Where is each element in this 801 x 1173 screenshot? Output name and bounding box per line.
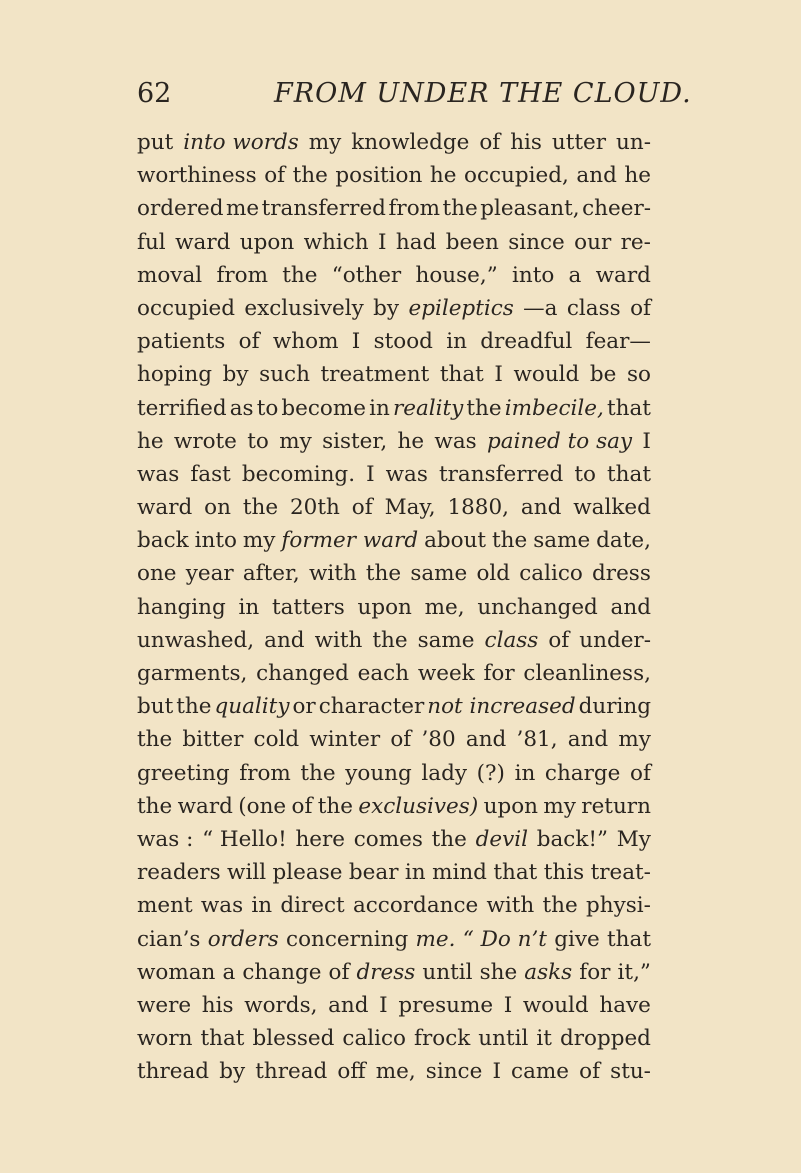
word: into bbox=[194, 528, 237, 554]
word: in bbox=[238, 594, 260, 620]
word: return bbox=[581, 793, 651, 819]
word: ’81, bbox=[516, 727, 558, 753]
word: upon bbox=[357, 594, 412, 620]
text-line bbox=[137, 591, 651, 624]
word: class bbox=[484, 627, 539, 653]
word: un- bbox=[616, 130, 651, 155]
word: he bbox=[429, 163, 457, 189]
word: asks bbox=[524, 959, 573, 985]
text-line bbox=[137, 956, 651, 989]
word: hoping bbox=[137, 362, 213, 388]
word: ward bbox=[137, 495, 193, 521]
word: exclusively bbox=[244, 295, 364, 321]
word: on bbox=[204, 495, 231, 521]
word: stood bbox=[373, 329, 433, 355]
word: the bbox=[300, 760, 336, 786]
text-line bbox=[137, 458, 651, 491]
word: May, bbox=[384, 495, 436, 521]
word: dreadful bbox=[480, 329, 573, 355]
text-line bbox=[137, 624, 651, 657]
running-title: FROM UNDER THE CLOUD. bbox=[274, 78, 692, 109]
word: week bbox=[417, 661, 475, 686]
word: so bbox=[627, 362, 651, 388]
text-line bbox=[137, 325, 651, 358]
word: by bbox=[373, 295, 400, 321]
word: class bbox=[566, 295, 621, 321]
word: was bbox=[137, 461, 180, 487]
word: imbecile, bbox=[504, 395, 604, 421]
word: the bbox=[542, 893, 578, 919]
word: becoming. bbox=[241, 461, 356, 487]
word: frock bbox=[414, 1026, 471, 1052]
word: devil bbox=[475, 826, 528, 852]
text-line bbox=[137, 690, 651, 723]
word: the bbox=[317, 793, 354, 819]
word: ward bbox=[175, 229, 231, 255]
text-line bbox=[137, 723, 651, 756]
word: tatters bbox=[271, 594, 345, 620]
word: lady bbox=[421, 760, 468, 786]
word: that bbox=[607, 926, 651, 952]
word: had bbox=[395, 229, 437, 255]
word: patients bbox=[137, 329, 226, 355]
word: ward bbox=[177, 793, 233, 819]
word: bitter bbox=[182, 727, 244, 753]
word: ’80 bbox=[421, 727, 456, 753]
word: that bbox=[439, 362, 484, 388]
word: of bbox=[390, 727, 412, 753]
word: orders bbox=[207, 926, 279, 952]
word: into bbox=[511, 262, 555, 288]
word: back!” bbox=[536, 826, 609, 852]
word: me bbox=[225, 196, 260, 222]
word: were bbox=[137, 992, 192, 1018]
word: wrote bbox=[173, 428, 237, 454]
word: 1880, bbox=[447, 495, 510, 521]
word: since bbox=[425, 1059, 483, 1085]
word: fast bbox=[190, 461, 231, 487]
word: concerning bbox=[286, 926, 409, 952]
word: “ Do n’t bbox=[462, 926, 547, 952]
running-head bbox=[137, 78, 737, 118]
word: upon bbox=[239, 229, 295, 255]
word: (one bbox=[238, 793, 287, 819]
word: whom bbox=[272, 329, 339, 355]
word: I bbox=[351, 329, 361, 355]
text-line bbox=[137, 126, 651, 159]
word: pleasant, bbox=[480, 196, 580, 222]
word: our bbox=[574, 229, 612, 255]
word: I bbox=[503, 992, 513, 1018]
text-line bbox=[137, 159, 651, 192]
word: dress bbox=[592, 561, 651, 587]
word: and bbox=[328, 992, 369, 1018]
word: please bbox=[272, 860, 343, 886]
word: was bbox=[385, 461, 428, 487]
word: direct bbox=[280, 893, 345, 919]
word: of bbox=[264, 163, 286, 189]
word: his bbox=[201, 992, 234, 1018]
body-text bbox=[137, 126, 651, 1088]
word: upon bbox=[483, 793, 538, 819]
word: worthiness bbox=[137, 163, 257, 189]
word: from bbox=[239, 760, 291, 786]
word: that bbox=[606, 395, 651, 421]
word: a bbox=[568, 262, 582, 288]
word: by bbox=[219, 1059, 246, 1085]
word: for bbox=[483, 661, 515, 686]
word: and bbox=[465, 727, 507, 753]
word: my bbox=[308, 130, 342, 155]
word: my bbox=[618, 727, 651, 753]
word: he bbox=[137, 428, 164, 454]
word: she bbox=[479, 959, 518, 985]
word: re- bbox=[620, 229, 651, 255]
word: dropped bbox=[559, 1026, 651, 1052]
word: be bbox=[589, 362, 617, 388]
word: physi- bbox=[586, 893, 651, 919]
word: woman bbox=[137, 959, 216, 985]
word: was bbox=[434, 428, 477, 454]
text-line bbox=[137, 823, 651, 856]
word: of bbox=[579, 1059, 601, 1085]
word: give bbox=[554, 926, 600, 952]
text-line bbox=[137, 292, 651, 325]
word: this bbox=[543, 860, 585, 886]
word: the bbox=[242, 495, 279, 521]
word: but bbox=[137, 694, 174, 720]
text-line bbox=[137, 923, 651, 956]
word: ward bbox=[595, 262, 651, 288]
word: cleanliness, bbox=[523, 661, 651, 686]
word: presume bbox=[398, 992, 494, 1018]
text-line bbox=[137, 889, 651, 922]
word: “other bbox=[331, 262, 402, 288]
text-line bbox=[137, 226, 651, 259]
word: old bbox=[476, 561, 511, 587]
text-line bbox=[137, 392, 651, 425]
word: in bbox=[251, 893, 273, 919]
word: the bbox=[466, 395, 502, 421]
word: until bbox=[422, 959, 473, 985]
word: I bbox=[492, 1059, 501, 1085]
word: with bbox=[314, 627, 363, 653]
word: date, bbox=[596, 528, 651, 554]
word: the bbox=[365, 561, 402, 587]
word: and bbox=[520, 495, 562, 521]
text-line bbox=[137, 358, 651, 391]
word: changed bbox=[256, 661, 349, 686]
word: in bbox=[369, 395, 390, 421]
word: treatment bbox=[320, 362, 430, 388]
word: such bbox=[259, 362, 310, 388]
word: I bbox=[378, 229, 387, 255]
word: he bbox=[397, 428, 425, 454]
word: from bbox=[216, 262, 269, 288]
word: epileptics bbox=[408, 295, 514, 321]
word: me. bbox=[415, 926, 456, 952]
word: back bbox=[137, 528, 189, 554]
word: —a bbox=[523, 295, 558, 321]
word: the bbox=[492, 528, 528, 554]
word: the bbox=[282, 262, 318, 288]
word: occupied bbox=[137, 295, 235, 321]
word: of bbox=[630, 295, 651, 321]
word: reality bbox=[392, 395, 464, 421]
word: sister, bbox=[322, 428, 388, 454]
word: of bbox=[291, 793, 313, 819]
word: that bbox=[200, 1026, 245, 1052]
word: utter bbox=[551, 130, 607, 155]
word: and bbox=[567, 727, 609, 753]
word: cian’s bbox=[137, 926, 201, 952]
word: of bbox=[548, 627, 570, 653]
word: occupied, bbox=[464, 163, 569, 189]
text-line bbox=[137, 790, 651, 823]
word: will bbox=[227, 860, 267, 886]
text-line bbox=[137, 192, 651, 225]
word: words, bbox=[244, 992, 318, 1018]
word: treat- bbox=[590, 860, 651, 886]
word: My bbox=[616, 826, 651, 852]
word: garments, bbox=[137, 661, 248, 686]
word: would bbox=[513, 362, 580, 388]
word: the bbox=[442, 196, 478, 222]
word: fear— bbox=[585, 329, 651, 355]
word: each bbox=[357, 661, 410, 686]
word: to bbox=[247, 428, 269, 454]
word: transferred bbox=[438, 461, 564, 487]
word: my bbox=[242, 528, 276, 554]
text-line bbox=[137, 1022, 651, 1055]
word: off bbox=[337, 1059, 366, 1085]
word: into words bbox=[183, 130, 299, 155]
word: pained to say bbox=[487, 428, 633, 454]
word: calico bbox=[519, 561, 583, 587]
word: and bbox=[610, 594, 651, 620]
word: unwashed, bbox=[137, 627, 255, 653]
word: that bbox=[493, 860, 538, 886]
word: quality bbox=[214, 694, 290, 720]
text-line bbox=[137, 259, 651, 292]
word: unchanged bbox=[477, 594, 598, 620]
word: have bbox=[599, 992, 651, 1018]
text-line bbox=[137, 989, 651, 1022]
word: here bbox=[295, 826, 346, 852]
word: until bbox=[478, 1026, 529, 1052]
word: my bbox=[543, 793, 576, 819]
word: about bbox=[424, 528, 487, 554]
word: with bbox=[486, 893, 535, 919]
word: my bbox=[279, 428, 312, 454]
word: ful bbox=[137, 229, 166, 255]
word: was : bbox=[137, 826, 194, 852]
word: with bbox=[308, 561, 357, 587]
word: house,” bbox=[415, 262, 498, 288]
text-line bbox=[137, 856, 651, 889]
word: as bbox=[229, 395, 254, 421]
word: year bbox=[185, 561, 234, 587]
word: the bbox=[431, 826, 467, 852]
word: thread bbox=[137, 1059, 210, 1085]
word: exclusives) bbox=[358, 793, 479, 819]
word: transferred bbox=[261, 196, 386, 222]
word: thread bbox=[255, 1059, 328, 1085]
word: charge bbox=[544, 760, 621, 786]
word: the bbox=[372, 627, 408, 653]
word: mind bbox=[432, 860, 487, 886]
text-line bbox=[137, 425, 651, 458]
word: of bbox=[479, 130, 501, 155]
word: me, bbox=[424, 594, 465, 620]
word: accordance bbox=[352, 893, 479, 919]
word: he bbox=[624, 163, 651, 189]
word: (?) bbox=[476, 760, 505, 786]
word: to bbox=[574, 461, 596, 487]
word: readers bbox=[137, 860, 221, 886]
page-number: 62 bbox=[137, 78, 172, 109]
text-line bbox=[137, 491, 651, 524]
word: I bbox=[642, 428, 651, 454]
word: the bbox=[292, 163, 328, 189]
text-line bbox=[137, 557, 651, 590]
word: I bbox=[366, 461, 375, 487]
word: young bbox=[345, 760, 412, 786]
word: blessed bbox=[252, 1026, 335, 1052]
word: terrified bbox=[137, 395, 227, 421]
word: ment bbox=[137, 893, 193, 919]
word: cold bbox=[253, 727, 300, 753]
word: ordered bbox=[137, 196, 224, 222]
word: and bbox=[264, 627, 305, 653]
word: and bbox=[576, 163, 617, 189]
word: “ Hello! bbox=[202, 826, 287, 852]
word: put bbox=[137, 130, 174, 155]
word: former ward bbox=[281, 528, 419, 554]
word: which bbox=[303, 229, 369, 255]
word: of bbox=[630, 760, 651, 786]
word: become bbox=[281, 395, 366, 421]
word: same bbox=[533, 528, 591, 554]
word: a bbox=[222, 959, 236, 985]
word: would bbox=[522, 992, 589, 1018]
word: bear bbox=[348, 860, 399, 886]
word: under- bbox=[579, 627, 651, 653]
word: knowledge bbox=[351, 130, 470, 155]
text-line bbox=[137, 657, 651, 690]
word: I bbox=[494, 362, 503, 388]
word: same bbox=[417, 627, 475, 653]
word: stu- bbox=[610, 1059, 651, 1085]
word: comes bbox=[353, 826, 423, 852]
word: winter bbox=[309, 727, 381, 753]
word: since bbox=[508, 229, 565, 255]
word: moval bbox=[137, 262, 203, 288]
word: came bbox=[511, 1059, 570, 1085]
word: been bbox=[445, 229, 499, 255]
word: his bbox=[510, 130, 542, 155]
word: walked bbox=[573, 495, 651, 521]
word: hanging bbox=[137, 594, 226, 620]
word: the bbox=[137, 727, 173, 753]
word: after, bbox=[242, 561, 300, 587]
word: change bbox=[242, 959, 322, 985]
word: position bbox=[335, 163, 423, 189]
word: the bbox=[137, 793, 173, 819]
word: in bbox=[514, 760, 536, 786]
word: of bbox=[238, 329, 260, 355]
word: one bbox=[137, 561, 177, 587]
word: 20th bbox=[290, 495, 340, 521]
word: calico bbox=[342, 1026, 407, 1052]
text-line bbox=[137, 524, 651, 557]
word: from bbox=[388, 196, 441, 222]
word: not increased bbox=[427, 694, 576, 720]
word: that bbox=[607, 461, 651, 487]
word: it,” bbox=[617, 959, 651, 985]
word: same bbox=[410, 561, 468, 587]
word: cheer- bbox=[582, 196, 651, 222]
word: during bbox=[578, 694, 651, 720]
word: the bbox=[176, 694, 212, 720]
word: to bbox=[256, 395, 279, 421]
word: of bbox=[351, 495, 373, 521]
word: worn bbox=[137, 1026, 193, 1052]
word: for bbox=[579, 959, 611, 985]
word: me, bbox=[375, 1059, 416, 1085]
word: greeting bbox=[137, 760, 230, 786]
word: was bbox=[200, 893, 244, 919]
word: I bbox=[379, 992, 388, 1018]
word: dress bbox=[356, 959, 416, 985]
text-line bbox=[137, 1055, 651, 1088]
word: or bbox=[292, 694, 316, 720]
word: of bbox=[328, 959, 350, 985]
word: it bbox=[536, 1026, 552, 1052]
word: by bbox=[222, 362, 249, 388]
word: character bbox=[318, 694, 425, 720]
word: in bbox=[446, 329, 467, 355]
word: in bbox=[404, 860, 426, 886]
text-line bbox=[137, 757, 651, 790]
